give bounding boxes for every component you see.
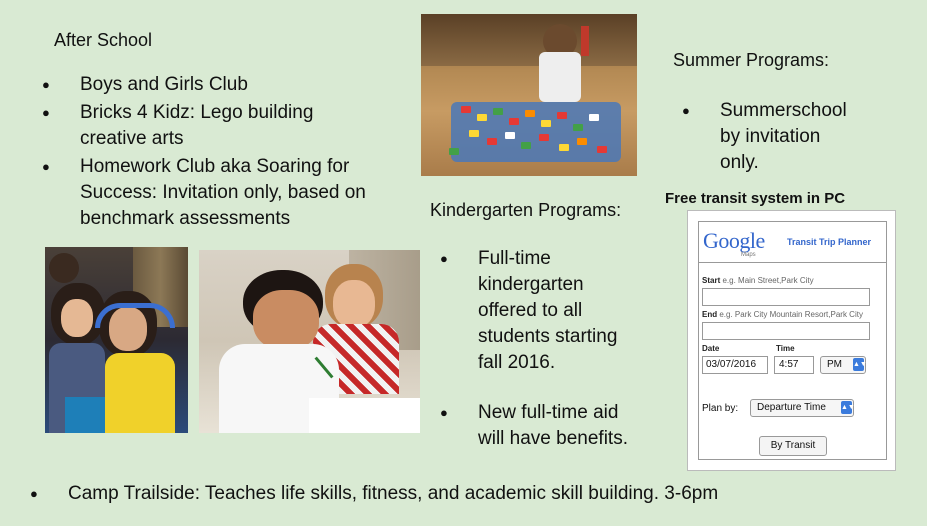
start-label: Start e.g. Main Street,Park City	[702, 276, 814, 285]
list-item: ● Camp Trailside: Teaches life skills, fitness, and academic skill building. 3-6pm	[30, 481, 910, 507]
kindergarten-heading: Kindergarten Programs:	[430, 200, 622, 220]
ampm-select[interactable]	[820, 356, 866, 374]
lego-building-photo	[421, 14, 637, 176]
list-item: ● Summerschool by invitation only.	[682, 98, 850, 176]
after-school-list	[42, 72, 402, 232]
list-item: ● Homework Club aka Soaring for Success: Invitation only, based on benchmark assessments	[42, 154, 402, 232]
tutoring-photo	[199, 250, 420, 433]
google-logo: Google	[703, 228, 765, 253]
end-input[interactable]	[702, 322, 870, 340]
list-item: ● Boys and Girls Club	[42, 72, 402, 98]
list-item: ● Bricks 4 Kidz: Lego building creative arts	[42, 100, 350, 152]
planner-frame	[698, 221, 887, 460]
transit-caption: Free transit system in PC	[665, 190, 846, 207]
end-label: End e.g. Park City Mountain Resort,Park City	[702, 310, 863, 319]
plan-by-select[interactable]	[750, 399, 854, 417]
date-input[interactable]	[702, 356, 768, 374]
plan-by-value: Departure Time	[757, 402, 826, 413]
planner-title: Transit Trip Planner	[787, 237, 872, 247]
maps-sublabel: Maps	[741, 252, 756, 258]
date-label: Date	[702, 344, 720, 353]
start-input[interactable]	[702, 288, 870, 306]
after-school-heading: After School	[54, 30, 153, 50]
summer-heading: Summer Programs:	[673, 50, 830, 70]
summer-list	[682, 98, 872, 176]
time-value: 4:57	[779, 359, 799, 370]
kids-headphones-photo	[45, 247, 188, 433]
time-input[interactable]	[774, 356, 814, 374]
select-arrow-icon: ▲▼	[841, 401, 852, 414]
plan-by-label: Plan by:	[702, 403, 739, 414]
date-value: 03/07/2016	[706, 359, 757, 370]
list-item: ● Full-time kindergarten offered to all students starting fall 2016.	[440, 246, 638, 376]
transit-planner-widget	[687, 210, 896, 471]
camp-list	[30, 481, 910, 507]
time-label: Time	[776, 344, 795, 353]
kindergarten-list	[440, 246, 650, 452]
planner-header	[699, 222, 886, 263]
ampm-value: PM	[827, 359, 842, 370]
select-arrow-icon: ▲▼	[853, 358, 864, 371]
list-item: ● New full-time aid will have benefits.	[440, 400, 648, 452]
by-transit-button[interactable]: By Transit	[759, 436, 827, 456]
